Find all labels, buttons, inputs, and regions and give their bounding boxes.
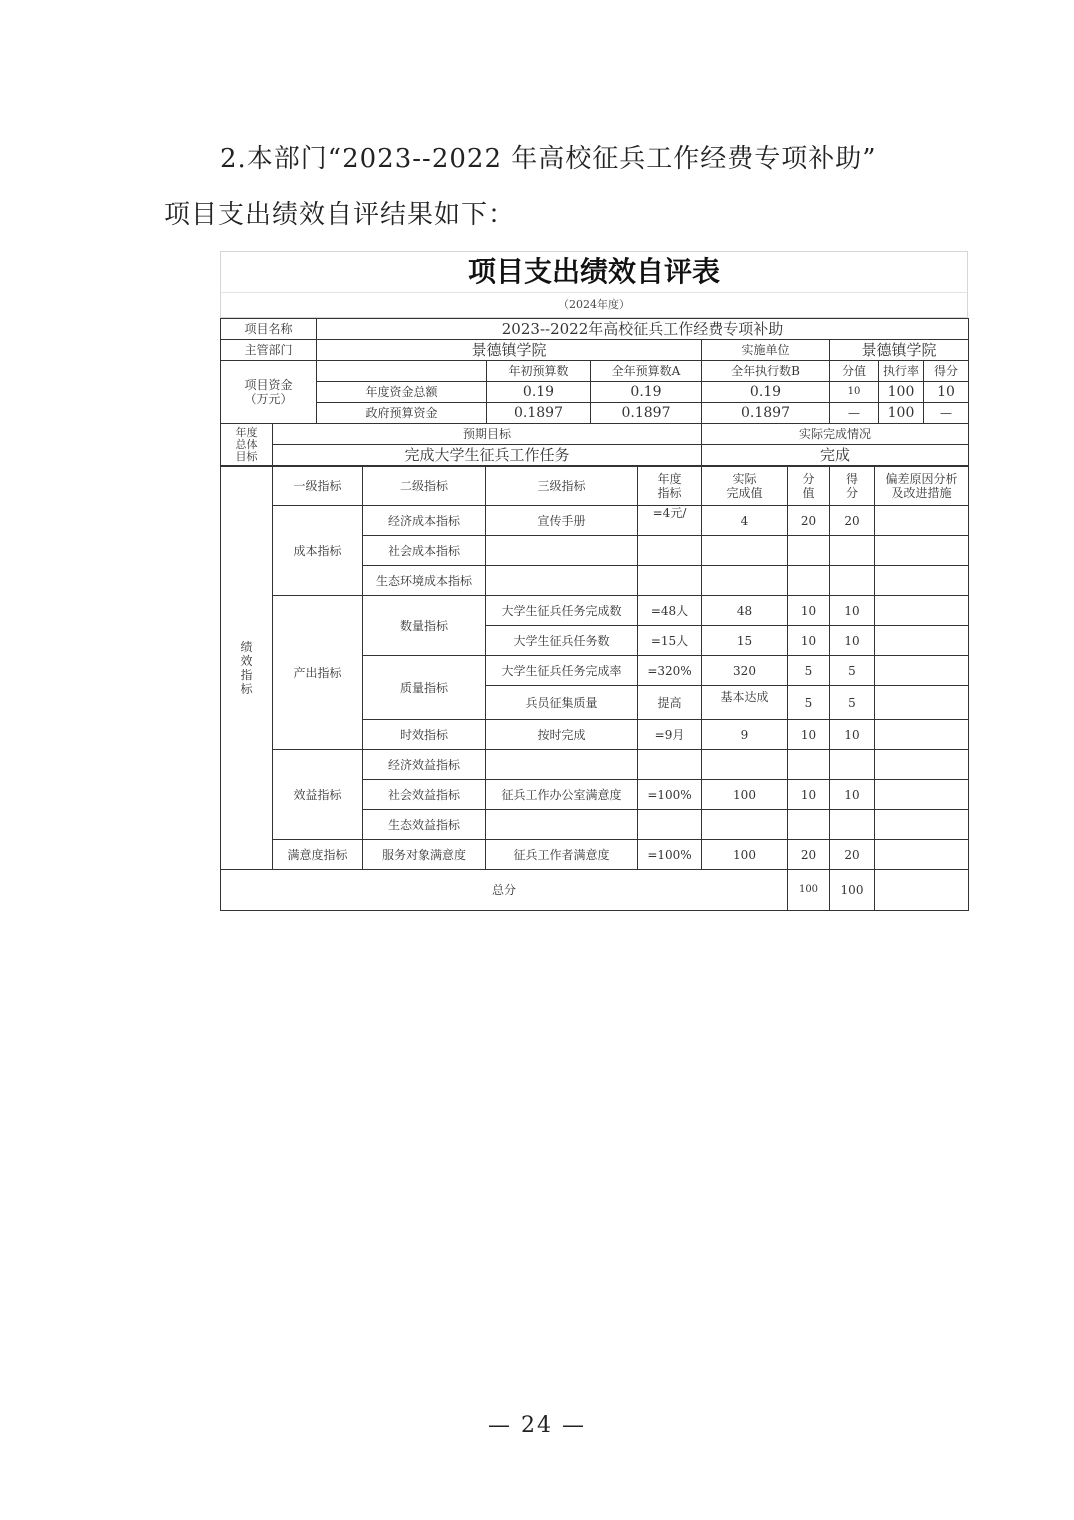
score — [830, 810, 875, 840]
dept-value: 景德镇学院 — [317, 340, 702, 361]
funds-header: 全年预算数A — [591, 361, 702, 382]
funds-header: 执行率 — [879, 361, 924, 382]
l2-indicator: 质量指标 — [363, 656, 486, 720]
score-value: 5 — [788, 686, 830, 720]
l3-indicator — [486, 750, 638, 780]
l3-indicator — [486, 536, 638, 566]
l2-indicator: 数量指标 — [363, 596, 486, 656]
deviation-note — [875, 686, 969, 720]
l2-indicator: 生态环境成本指标 — [363, 566, 486, 596]
funds-header: 分值 — [830, 361, 879, 382]
l3-indicator — [486, 566, 638, 596]
l3-indicator: 按时完成 — [486, 720, 638, 750]
score: 20 — [830, 506, 875, 536]
funds-header: 全年执行数B — [702, 361, 830, 382]
deviation-note — [875, 840, 969, 870]
l2-indicator: 服务对象满意度 — [363, 840, 486, 870]
score: 10 — [830, 596, 875, 626]
table-year: （2024年度） — [220, 292, 968, 318]
score-value: 10 — [788, 720, 830, 750]
deviation-note — [875, 596, 969, 626]
target-value: =9月 — [638, 720, 702, 750]
score — [830, 536, 875, 566]
actual-value — [702, 810, 788, 840]
annual-goal-table — [220, 423, 969, 467]
score-value — [788, 750, 830, 780]
target-value — [638, 536, 702, 566]
score: 5 — [830, 686, 875, 720]
deviation-note — [875, 536, 969, 566]
actual-value: 100 — [702, 780, 788, 810]
perf-header: 实际 完成值 — [702, 466, 788, 506]
funds-initial: 0.19 — [487, 382, 591, 403]
perf-header: 得 分 — [830, 466, 875, 506]
funds-row-label: 年度资金总额 — [317, 382, 487, 403]
perf-header: 偏差原因分析 及改进措施 — [875, 466, 969, 506]
target-value: =320% — [638, 656, 702, 686]
deviation-note — [875, 780, 969, 810]
actual-value: 100 — [702, 840, 788, 870]
deviation-note — [875, 750, 969, 780]
goal-expected-label: 预期目标 — [273, 423, 702, 445]
cat-satisfaction: 满意度指标 — [273, 840, 363, 870]
score-value: 10 — [788, 626, 830, 656]
l2-indicator: 时效指标 — [363, 720, 486, 750]
target-value — [638, 750, 702, 780]
score-value: 10 — [788, 596, 830, 626]
l3-indicator: 大学生征兵任务数 — [486, 626, 638, 656]
l3-indicator: 征兵工作者满意度 — [486, 840, 638, 870]
self-evaluation-table — [220, 251, 968, 911]
impl-value: 景德镇学院 — [830, 340, 969, 361]
funds-rate: 100 — [879, 382, 924, 403]
goal-actual: 完成 — [702, 445, 969, 467]
perf-header: 三级指标 — [486, 466, 638, 506]
actual-value — [702, 750, 788, 780]
l3-indicator: 大学生征兵任务完成率 — [486, 656, 638, 686]
deviation-note — [875, 720, 969, 750]
score: 10 — [830, 720, 875, 750]
target-value: =15人 — [638, 626, 702, 656]
actual-value: 48 — [702, 596, 788, 626]
actual-value: 4 — [702, 506, 788, 536]
funds-score: 10 — [924, 382, 969, 403]
target-value: 提高 — [638, 686, 702, 720]
l3-indicator: 宣传手册 — [486, 506, 638, 536]
total-score-value: 100 — [788, 870, 830, 911]
score-value: 20 — [788, 506, 830, 536]
total-note — [875, 870, 969, 911]
actual-value: 基本达成 — [702, 686, 788, 720]
cat-output: 产出指标 — [273, 596, 363, 750]
funds-executed: 0.1897 — [702, 403, 830, 424]
deviation-note — [875, 656, 969, 686]
l2-indicator: 社会成本指标 — [363, 536, 486, 566]
funds-label: 项目资金 （万元） — [221, 361, 317, 424]
goal-actual-label: 实际完成情况 — [702, 423, 969, 445]
actual-value — [702, 536, 788, 566]
l3-indicator — [486, 810, 638, 840]
perf-header: 年度 指标 — [638, 466, 702, 506]
target-value — [638, 810, 702, 840]
goal-expected: 完成大学生征兵工作任务 — [273, 445, 702, 467]
deviation-note — [875, 626, 969, 656]
l2-indicator: 经济成本指标 — [363, 506, 486, 536]
actual-value: 320 — [702, 656, 788, 686]
target-value: =48人 — [638, 596, 702, 626]
funds-annual: 0.1897 — [591, 403, 702, 424]
score: 10 — [830, 626, 875, 656]
table-title: 项目支出绩效自评表 — [220, 251, 968, 292]
project-name-label: 项目名称 — [221, 319, 317, 340]
score — [830, 566, 875, 596]
funds-row-label: 政府预算资金 — [317, 403, 487, 424]
target-value: =100% — [638, 840, 702, 870]
total-score: 100 — [830, 870, 875, 911]
score: 10 — [830, 780, 875, 810]
l3-indicator: 征兵工作办公室满意度 — [486, 780, 638, 810]
perf-header: 一级指标 — [273, 466, 363, 506]
total-label: 总分 — [221, 870, 788, 911]
deviation-note — [875, 810, 969, 840]
target-value: =100% — [638, 780, 702, 810]
cat-benefit: 效益指标 — [273, 750, 363, 840]
score-value: 10 — [788, 780, 830, 810]
funds-initial: 0.1897 — [487, 403, 591, 424]
page-number: — 24 — — [488, 1413, 586, 1438]
l2-indicator: 生态效益指标 — [363, 810, 486, 840]
l3-indicator: 兵员征集质量 — [486, 686, 638, 720]
intro-line-2: 项目支出绩效自评结果如下： — [164, 200, 516, 230]
project-name: 2023--2022年高校征兵工作经费专项补助 — [317, 319, 969, 340]
perf-header: 分 值 — [788, 466, 830, 506]
score: 20 — [830, 840, 875, 870]
funds-header: 得分 — [924, 361, 969, 382]
score-value — [788, 566, 830, 596]
score-value: 20 — [788, 840, 830, 870]
score-value — [788, 536, 830, 566]
score — [830, 750, 875, 780]
actual-value: 15 — [702, 626, 788, 656]
l2-indicator: 社会效益指标 — [363, 780, 486, 810]
score-value — [788, 810, 830, 840]
funds-score-value: — — [830, 403, 879, 424]
dept-label: 主管部门 — [221, 340, 317, 361]
actual-value: 9 — [702, 720, 788, 750]
deviation-note — [875, 506, 969, 536]
target-value — [638, 566, 702, 596]
funds-annual: 0.19 — [591, 382, 702, 403]
deviation-note — [875, 566, 969, 596]
funds-rate: 100 — [879, 403, 924, 424]
funds-header: 年初预算数 — [487, 361, 591, 382]
actual-value — [702, 566, 788, 596]
l3-indicator: 大学生征兵任务完成数 — [486, 596, 638, 626]
funds-executed: 0.19 — [702, 382, 830, 403]
funds-score-value: 10 — [830, 382, 879, 403]
intro-line-1: 2.本部门“2023--2022 年高校征兵工作经费专项补助” — [220, 144, 877, 174]
impl-label: 实施单位 — [702, 340, 830, 361]
cat-cost: 成本指标 — [273, 506, 363, 596]
l2-indicator: 经济效益指标 — [363, 750, 486, 780]
target-value: =4元/ — [638, 506, 702, 536]
perf-header: 二级指标 — [363, 466, 486, 506]
score-value: 5 — [788, 656, 830, 686]
performance-table — [220, 465, 969, 911]
perf-label: 绩 效 指 标 — [221, 466, 273, 870]
score: 5 — [830, 656, 875, 686]
funds-score: — — [924, 403, 969, 424]
goal-label: 年度 总体 目标 — [221, 423, 273, 466]
project-info-table — [220, 318, 969, 424]
